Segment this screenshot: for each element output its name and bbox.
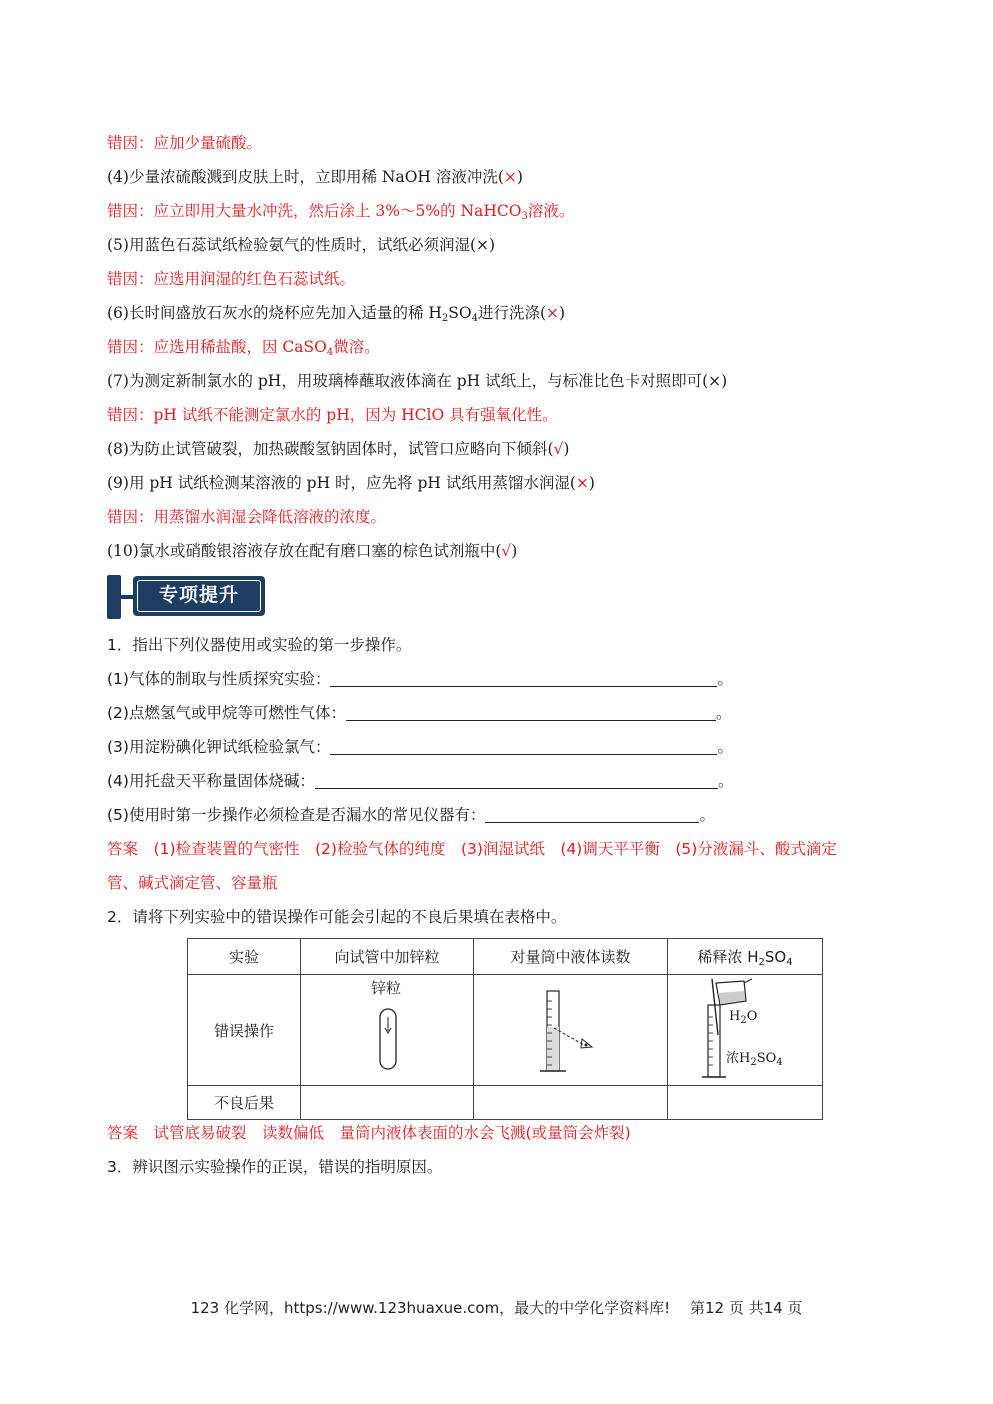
problem-1-sub-2: (2)点燃氢气或甲烷等可燃性气体： 。 (107, 704, 732, 722)
item-9: (9)用 pH 试纸检测某溶液的 pH 时，应先将 pH 试纸用蒸馏水润湿(×) (107, 474, 595, 492)
banner-bar (107, 575, 121, 619)
problem-1-sub-5: (5)使用时第一步操作必须检查是否漏水的常见仪器有： 。 (107, 806, 715, 824)
error-reason-6: 错因：应选用稀盐酸，因 CaSO$_4$微溶。 (107, 338, 380, 358)
row-label-consequence: 不良后果 (188, 1086, 301, 1120)
problem-1-sub-4: (4)用托盘天平称量固体烧碱： 。 (107, 772, 734, 790)
header-dilute: 稀释浓 $H_2SO_4$ (668, 939, 823, 975)
error-reason-3: 错因：应加少量硫酸。 (107, 134, 263, 152)
consequence-cell[interactable] (301, 1086, 474, 1120)
item-7: (7)为测定新制氯水的 pH，用玻璃棒蘸取液体滴在 pH 试纸上，与标准比色卡对照即可(×) (107, 372, 728, 390)
zinc-label: 锌粒 (371, 979, 402, 997)
cell-cylinder-figure (474, 975, 668, 1086)
item-5: (5)用蓝色石蕊试纸检验氨气的性质时，试纸必须润湿(×) (107, 236, 496, 254)
answer-blank[interactable] (330, 739, 717, 755)
dilution-figure (668, 975, 822, 1085)
item-4: (4)少量浓硫酸溅到皮肤上时，立即用稀 NaOH 溶液冲洗(×) (107, 168, 523, 186)
problem-1-sub-3: (3)用淀粉碘化钾试纸检验氯气： 。 (107, 738, 733, 756)
header-cylinder: 对量筒中液体读数 (474, 939, 668, 975)
consequence-cell[interactable] (474, 1086, 668, 1120)
error-reason-4: 错因：应立即用大量水冲洗，然后涂上 3%～5%的 NaHCO$_3$溶液。 (107, 202, 575, 222)
problem-1-answer: 答案 (1)检查装置的气密性 (2)检验气体的纯度 (3)润湿试纸 (4)调天平平衡 (5)分液漏斗、酸式滴定 (107, 840, 837, 858)
problem-1-answer-cont: 管、碱式滴定管、容量瓶 (107, 874, 278, 892)
section-banner (107, 575, 267, 619)
answer-blank[interactable] (330, 671, 717, 687)
problem-2-title: 2．请将下列实验中的错误操作可能会引起的不良后果填在表格中。 (107, 908, 567, 926)
answer-blank[interactable] (346, 705, 716, 721)
error-reason-5: 错因：应选用润湿的红色石蕊试纸。 (107, 270, 356, 288)
answer-blank[interactable] (315, 773, 718, 789)
experiment-table (187, 938, 823, 1120)
header-zinc: 向试管中加锌粒 (301, 939, 474, 975)
item-6: (6)长时间盛放石灰水的烧杯应先加入适量的稀 $H_2SO_4$进行洗涤(×) (107, 304, 566, 324)
banner-title: 专项提升 (137, 580, 261, 612)
answer-blank[interactable] (485, 807, 699, 823)
cylinder-reading-figure (474, 975, 667, 1085)
header-experiment: 实验 (188, 939, 301, 975)
problem-3-title: 3．辨识图示实验操作的正误，错误的指明原因。 (107, 1158, 443, 1176)
row-label-operation: 错误操作 (188, 975, 301, 1086)
cell-zinc-figure (301, 975, 474, 1086)
item-8: (8)为防止试管破裂，加热碳酸氢钠固体时，试管口应略向下倾斜(√) (107, 440, 570, 458)
table-row-consequence (188, 1086, 823, 1120)
problem-1-sub-1: (1)气体的制取与性质探究实验： 。 (107, 670, 733, 688)
error-reason-7: 错因：pH 试纸不能测定氯水的 pH，因为 HClO 具有强氧化性。 (107, 406, 558, 424)
problem-2-answer: 答案 试管底易破裂 读数偏低 量筒内液体表面的水会飞溅(或量筒会炸裂) (107, 1124, 631, 1142)
error-reason-9: 错因：用蒸馏水润湿会降低溶液的浓度。 (107, 508, 387, 526)
item-10: (10)氯水或硝酸银溶液存放在配有磨口塞的棕色试剂瓶中(√) (107, 542, 518, 560)
table-header-row (188, 939, 823, 975)
table-row-operation (188, 975, 823, 1086)
cell-dilute-figure (668, 975, 823, 1086)
consequence-cell[interactable] (668, 1086, 823, 1120)
acid-label: 浓$H_2SO_4$ (726, 1051, 783, 1068)
water-label: $H_2O$ (729, 1009, 758, 1026)
page-footer: 123 化学网，https://www.123huaxue.com，最大的中学化学资料库! 第12 页 共14 页 (190, 1299, 803, 1317)
problem-1-title: 1．指出下列仪器使用或实验的第一步操作。 (107, 636, 412, 654)
